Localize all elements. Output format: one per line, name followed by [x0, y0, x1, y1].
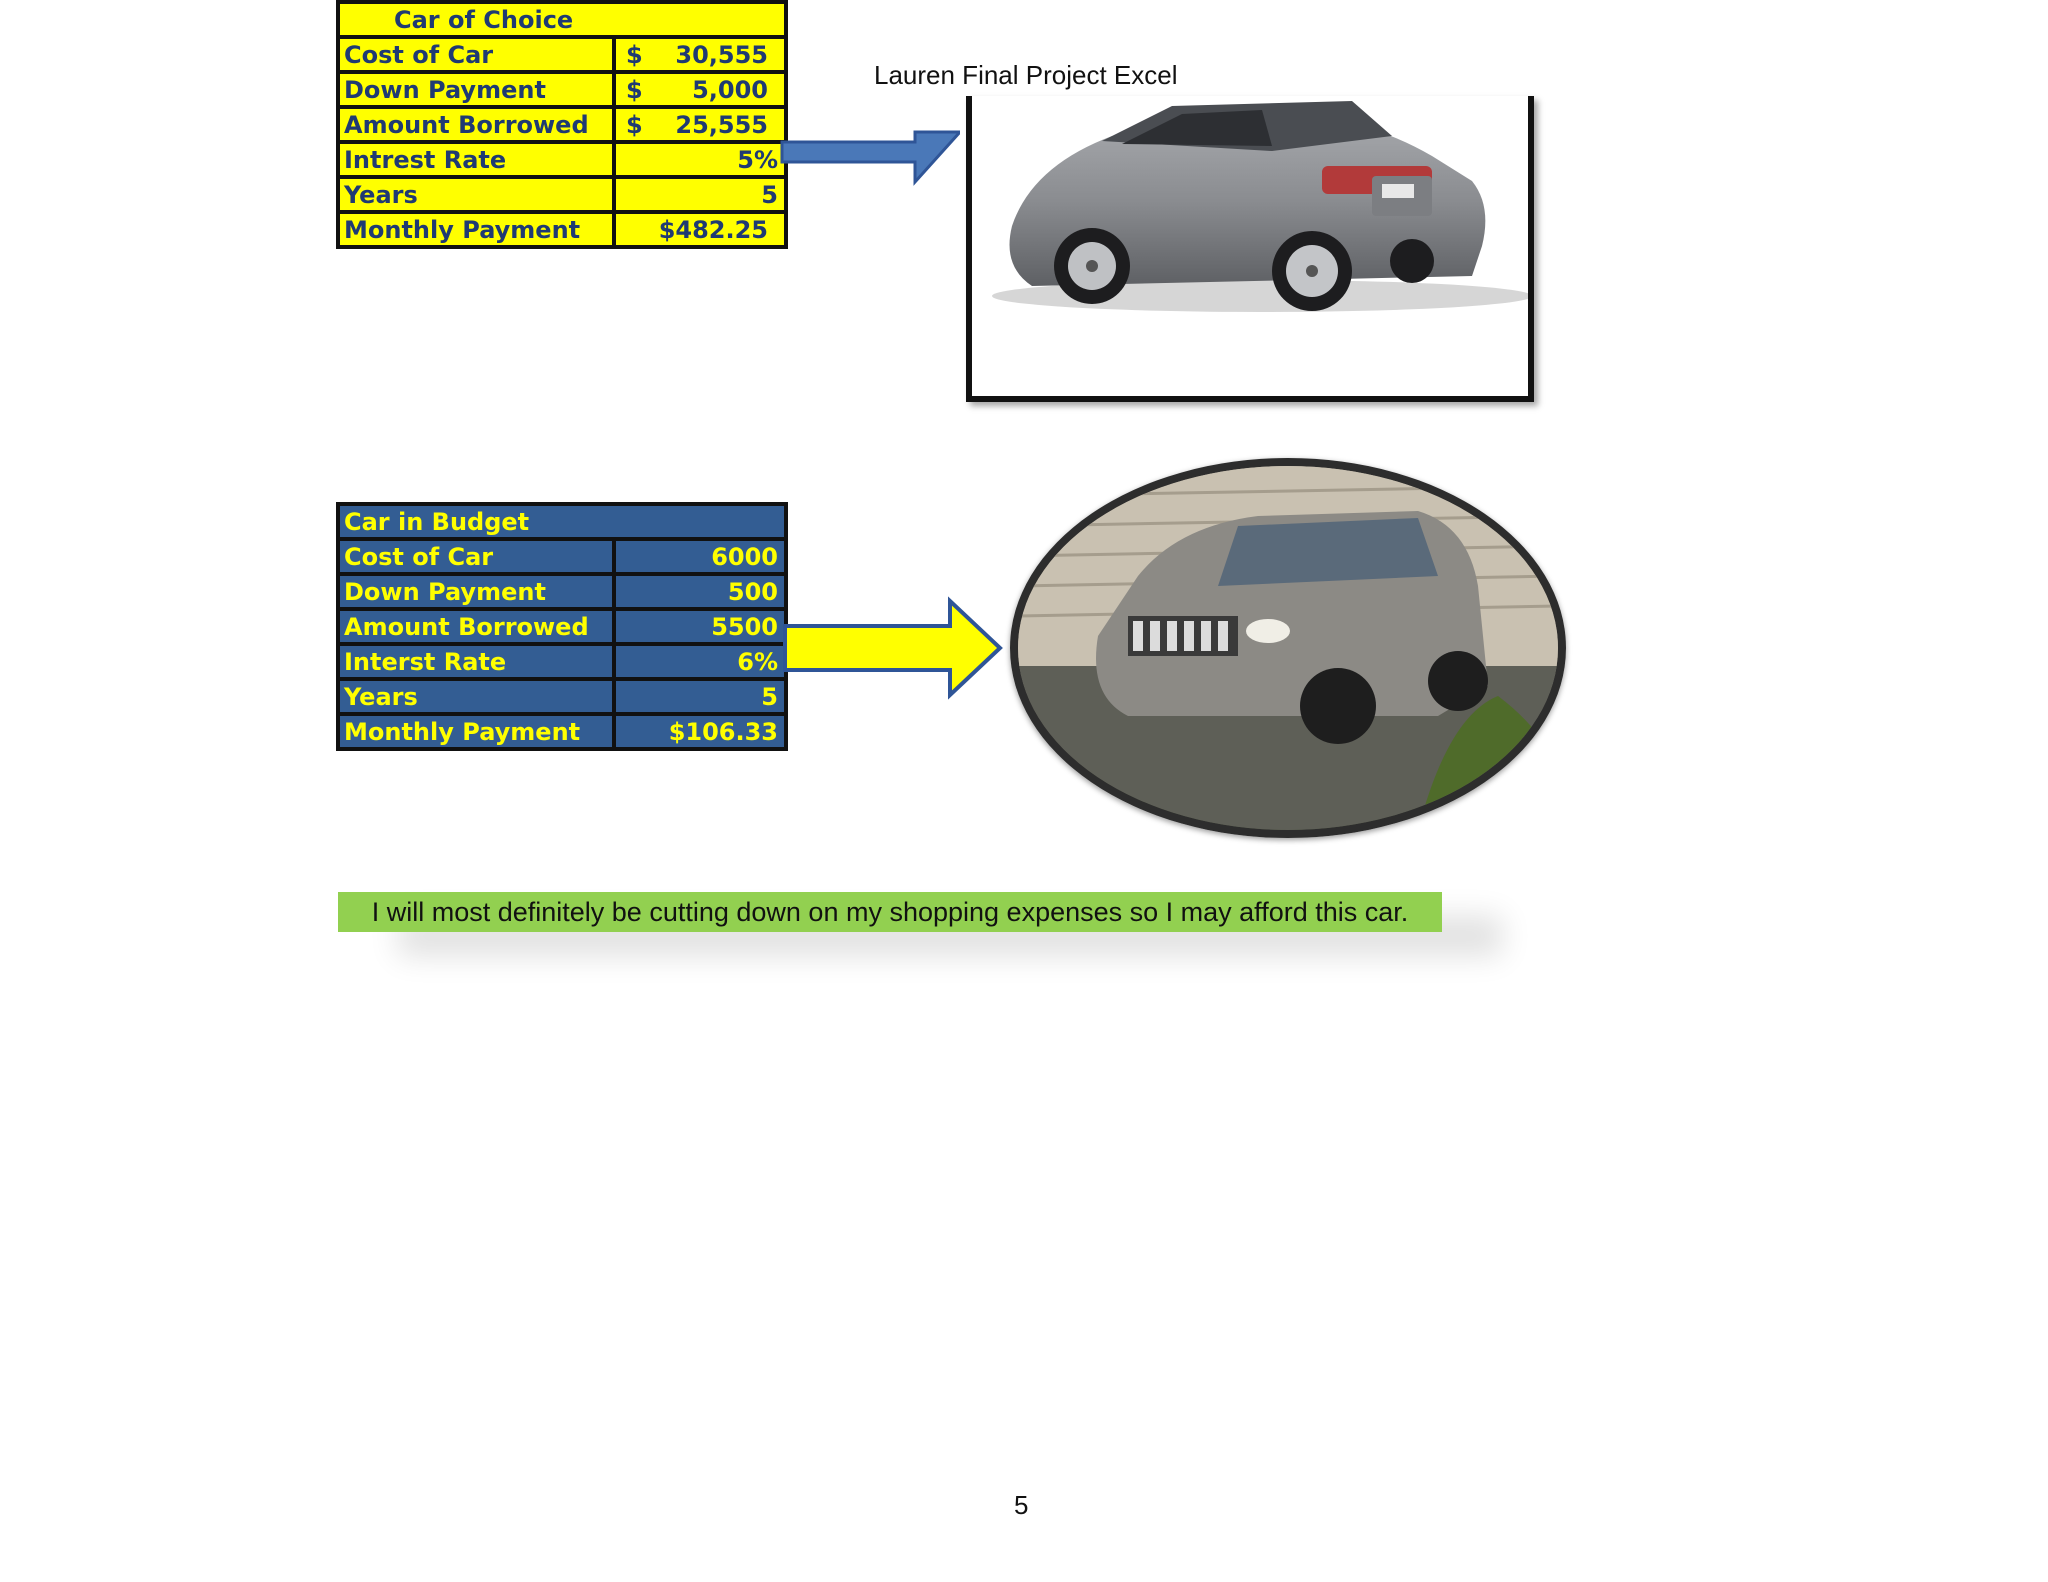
car-in-budget-image: [1010, 458, 1566, 838]
table-row: [338, 142, 786, 177]
sedan-illustration: [972, 96, 1528, 396]
table-title-row: [338, 504, 786, 539]
row-value: $ 30,555: [614, 37, 786, 72]
right-arrow-blue: [780, 130, 960, 190]
row-label: Cost of Car: [338, 37, 614, 72]
table-title: Car of Choice: [338, 2, 786, 37]
document-title: Lauren Final Project Excel: [874, 60, 1178, 90]
table-title: Car in Budget: [338, 504, 786, 539]
row-value: 6000: [614, 539, 786, 574]
row-value: $482.25: [614, 212, 786, 247]
table-row: [338, 714, 786, 749]
row-label: Years: [338, 177, 614, 212]
row-label: Cost of Car: [338, 539, 614, 574]
row-value: $ 25,555: [614, 107, 786, 142]
car-of-choice-image: [966, 96, 1534, 402]
row-label: Amount Borrowed: [338, 609, 614, 644]
row-label: Intrest Rate: [338, 142, 614, 177]
row-value: $106.33: [614, 714, 786, 749]
row-label: Years: [338, 679, 614, 714]
row-value: 500: [614, 574, 786, 609]
row-label: Amount Borrowed: [338, 107, 614, 142]
table-row: [338, 679, 786, 714]
row-value: 5%: [614, 142, 786, 177]
page-number: 5: [1014, 1490, 1029, 1520]
table-row: [338, 212, 786, 247]
row-value: 5: [614, 679, 786, 714]
row-value: 6%: [614, 644, 786, 679]
right-arrow-yellow: [780, 596, 1006, 706]
row-label: Monthly Payment: [338, 212, 614, 247]
row-value: 5500: [614, 609, 786, 644]
row-value: 5: [614, 177, 786, 212]
table-row: [338, 539, 786, 574]
table-title-row: [338, 2, 786, 37]
row-label: Down Payment: [338, 72, 614, 107]
table-row: [338, 107, 786, 142]
row-value: $ 5,000: [614, 72, 786, 107]
row-label: Interst Rate: [338, 644, 614, 679]
row-label: Down Payment: [338, 574, 614, 609]
car-in-budget-table: [336, 502, 788, 751]
table-row: [338, 72, 786, 107]
table-row: [338, 609, 786, 644]
note-banner: I will most definitely be cutting down on my shopping expenses so I may afford this car.: [338, 892, 1442, 932]
table-row: [338, 574, 786, 609]
table-row: [338, 37, 786, 72]
table-row: [338, 177, 786, 212]
car-of-choice-table: [336, 0, 788, 249]
table-row: [338, 644, 786, 679]
suv-illustration: [1018, 466, 1558, 830]
row-label: Monthly Payment: [338, 714, 614, 749]
